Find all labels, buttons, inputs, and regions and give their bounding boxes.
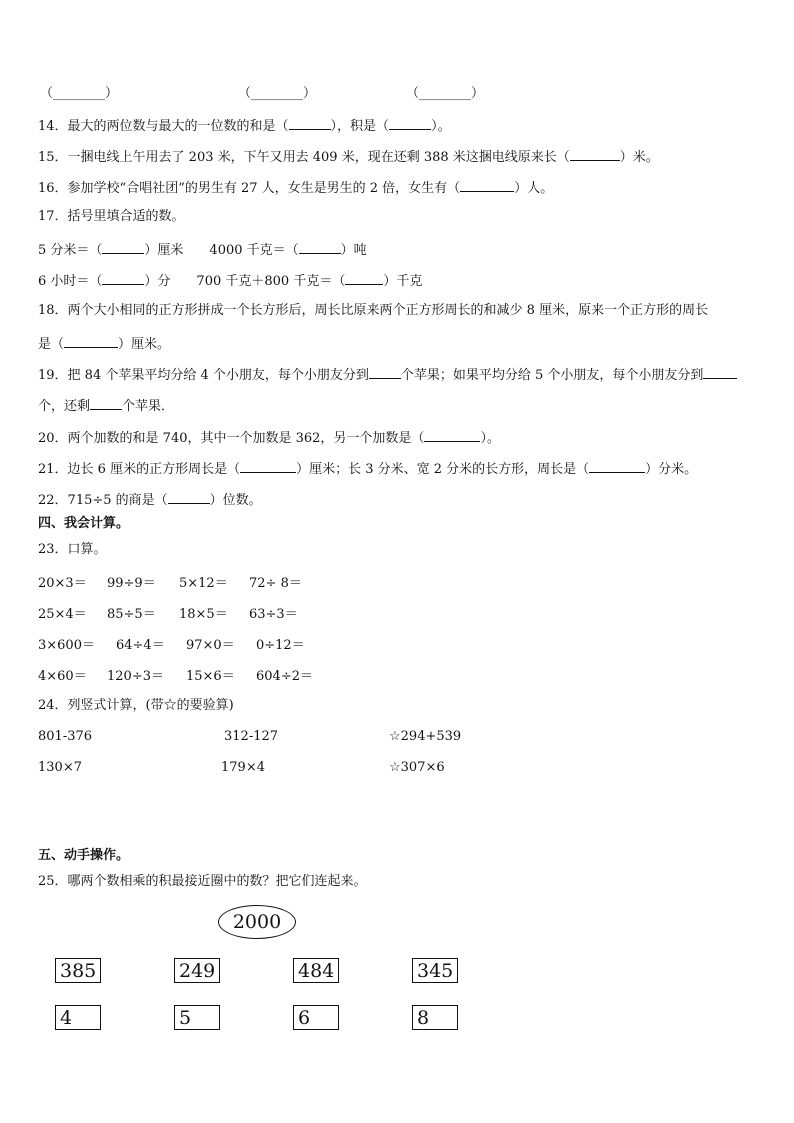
vertical-calc-item: 179×4 xyxy=(221,760,265,775)
q18-text-c: ）厘米。 xyxy=(118,337,171,352)
section-5-heading: 五、动手操作。 xyxy=(38,848,130,863)
q19-blank-remainder[interactable] xyxy=(90,395,122,410)
q19-text-b: 个苹果；如果平均分给 5 个小朋友，每个小朋友分到 xyxy=(400,368,704,383)
q14-text-b: ），积是（ xyxy=(330,119,390,134)
vertical-calc-item: 312-127 xyxy=(224,729,279,744)
q16-text-a: 16．参加学校“合唱社团”的男生有 27 人，女生是男生的 2 倍，女生有（ xyxy=(38,181,461,196)
calc-item: 99÷9＝ xyxy=(107,576,156,591)
calc-item: 63÷3＝ xyxy=(249,607,298,622)
q22-text-b: ）位数。 xyxy=(209,493,262,508)
q17-r2-text-c: 700 千克＋800 千克＝（ xyxy=(196,274,346,289)
q17-blank-ton[interactable] xyxy=(299,239,341,254)
q21-text-b: ）厘米；长 3 分米、宽 2 分米的长方形，周长是（ xyxy=(296,462,590,477)
q14-text-c: ）。 xyxy=(431,119,451,134)
vertical-calc-item: ☆307×6 xyxy=(389,760,445,775)
answer-blank-3[interactable]: （________） xyxy=(406,86,485,101)
q20-text-a: 20．两个加数的和是 740，其中一个加数是 362，另一个加数是（ xyxy=(38,431,425,446)
q17-r2-text-d: ）千克 xyxy=(383,274,423,289)
q19-blank-each5[interactable] xyxy=(703,364,737,379)
q22-blank[interactable] xyxy=(168,489,210,504)
question-17-row-2 xyxy=(38,270,422,291)
calc-item: 72÷ 8＝ xyxy=(249,576,302,591)
answer-blank-1[interactable]: （________） xyxy=(40,86,119,101)
question-17-title: 17．括号里填合适的数。 xyxy=(38,209,185,224)
vertical-calc-item: 801-376 xyxy=(38,729,93,744)
q21-text-c: ）分米。 xyxy=(645,462,698,477)
calc-item: 20×3＝ xyxy=(38,576,87,591)
factor-box-top[interactable]: 345 xyxy=(412,958,458,983)
q19-text-a: 19．把 84 个苹果平均分给 4 个小朋友，每个小朋友分到 xyxy=(38,368,369,383)
question-14 xyxy=(38,115,451,136)
q17-blank-min[interactable] xyxy=(102,270,144,285)
q19-blank-each4[interactable] xyxy=(369,364,401,379)
q17-r2-text-b: ）分 xyxy=(144,274,171,289)
q14-blank-sum[interactable] xyxy=(289,115,331,130)
answer-blank-2[interactable]: （________） xyxy=(238,86,317,101)
q17-r2-text-a: 6 小时＝（ xyxy=(38,274,103,289)
q17-blank-kg[interactable] xyxy=(345,270,383,285)
calc-item: 64÷4＝ xyxy=(116,638,165,653)
question-17-row-1 xyxy=(38,239,367,260)
factor-box-top[interactable]: 249 xyxy=(174,958,220,983)
question-21 xyxy=(38,458,697,479)
factor-box-bottom[interactable]: 4 xyxy=(55,1005,101,1030)
target-number-oval: 2000 xyxy=(218,905,296,939)
factor-box-bottom[interactable]: 6 xyxy=(293,1005,339,1030)
question-23-title: 23．口算。 xyxy=(38,542,107,557)
calc-item: 0÷12＝ xyxy=(256,638,305,653)
factor-box-top[interactable]: 484 xyxy=(293,958,339,983)
question-16 xyxy=(38,177,553,198)
question-19-line-1 xyxy=(38,364,737,385)
q17-r1-text-d: ）吨 xyxy=(340,243,367,258)
calc-item: 120÷3＝ xyxy=(107,669,164,684)
calc-item: 5×12＝ xyxy=(179,576,228,591)
calc-item: 3×600＝ xyxy=(38,638,95,653)
vertical-calc-item: 130×7 xyxy=(38,760,82,775)
question-18-line-2 xyxy=(38,333,170,354)
q17-r1-text-b: ）厘米 xyxy=(144,243,184,258)
factor-box-top[interactable]: 385 xyxy=(55,958,101,983)
q15-blank[interactable] xyxy=(570,146,620,161)
question-15 xyxy=(38,146,659,167)
calc-item: 25×4＝ xyxy=(38,607,87,622)
question-24-title: 24．列竖式计算，(带☆的要验算) xyxy=(38,698,234,713)
q14-text-a: 14．最大的两位数与最大的一位数的和是（ xyxy=(38,119,289,134)
calc-item: 15×6＝ xyxy=(186,669,235,684)
q14-blank-product[interactable] xyxy=(389,115,431,130)
factor-box-bottom[interactable]: 8 xyxy=(412,1005,458,1030)
q20-text-b: ）。 xyxy=(480,431,500,446)
calc-item: 4×60＝ xyxy=(38,669,87,684)
q16-blank[interactable] xyxy=(460,177,514,192)
q18-blank[interactable] xyxy=(64,333,118,348)
q20-blank[interactable] xyxy=(424,427,480,442)
q21-blank-rectangle[interactable] xyxy=(589,458,645,473)
calc-item: 18×5＝ xyxy=(179,607,228,622)
question-25-title: 25．哪两个数相乘的积最接近圈中的数？把它们连起来。 xyxy=(38,874,367,889)
q17-blank-cm[interactable] xyxy=(102,239,144,254)
q21-text-a: 21．边长 6 厘米的正方形周长是（ xyxy=(38,462,241,477)
q19-text-c: 个，还剩 xyxy=(38,399,91,414)
q17-r1-text-a: 5 分米＝（ xyxy=(38,243,103,258)
factor-box-bottom[interactable]: 5 xyxy=(174,1005,220,1030)
calc-item: 85÷5＝ xyxy=(107,607,156,622)
question-19-line-2 xyxy=(38,395,174,416)
calc-item: 97×0＝ xyxy=(186,638,235,653)
q17-r1-text-c: 4000 千克＝（ xyxy=(209,243,299,258)
q15-text-a: 15．一捆电线上午用去了 203 米，下午又用去 409 米，现在还剩 388 米这捆电线原来长（ xyxy=(38,150,570,165)
q16-text-b: ）人。 xyxy=(514,181,554,196)
section-4-heading: 四、我会计算。 xyxy=(38,516,130,531)
question-20 xyxy=(38,427,500,448)
calc-item: 604÷2＝ xyxy=(256,669,313,684)
vertical-calc-item: ☆294+539 xyxy=(389,729,462,744)
q22-text-a: 22．715÷5 的商是（ xyxy=(38,493,168,508)
q18-text-b: 是（ xyxy=(38,337,65,352)
q19-text-d: 个苹果． xyxy=(122,399,175,414)
q15-text-b: ）米。 xyxy=(619,150,659,165)
question-22 xyxy=(38,489,262,510)
q21-blank-square[interactable] xyxy=(240,458,296,473)
question-18-line-1: 18．两个大小相同的正方形拼成一个长方形后，周长比原来两个正方形周长的和减少 8 厘米，原来一个正方形的周长 xyxy=(38,303,709,318)
